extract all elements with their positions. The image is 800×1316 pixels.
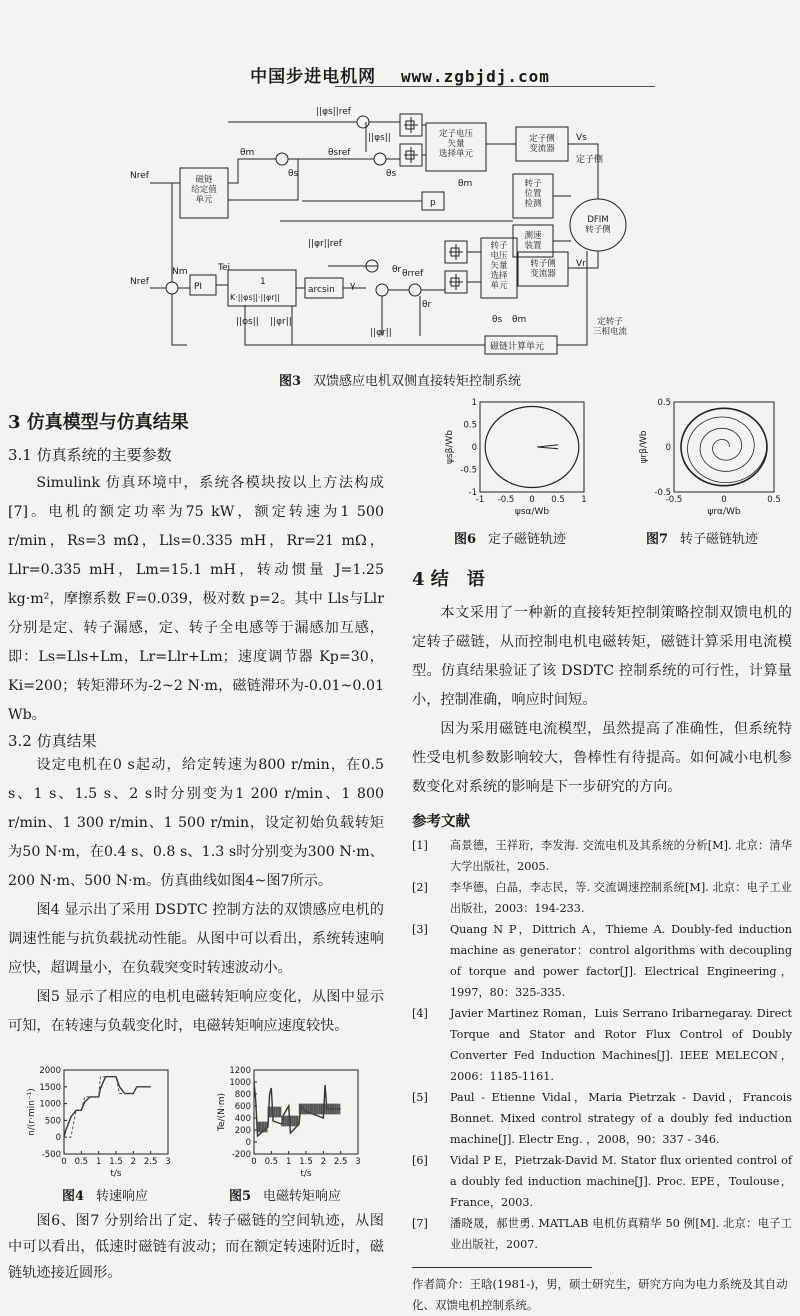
- label-psi-s-ref: ||φs||ref: [316, 107, 351, 117]
- figure-5-caption: [200, 1185, 370, 1204]
- reference-text: Paul - Etienne Vidal，Maria Pietrzak - David，Francois Bonnet. Mixed control strategy of a doubly fed induction machine[J]. Electr Eng. ，2008，90：337 - 346.: [450, 1091, 792, 1146]
- figure-6-chart: [445, 398, 587, 517]
- startup-transient: [537, 445, 558, 449]
- plot-frame: [64, 1070, 168, 1154]
- site-name: 中国步进电机网: [250, 67, 377, 87]
- reference-text: 李华德，白晶，李志民，等. 交流调速控制系统[M]. 北京：电子工业出版社，2003：194-233.: [450, 881, 792, 915]
- x-tick-label: 2.5: [333, 1157, 348, 1167]
- x-tick-label: 0.5: [264, 1157, 279, 1167]
- caption-num: 图6: [453, 532, 477, 547]
- y-tick-label: -1: [468, 488, 477, 498]
- reference-text: 高景德，王祥珩，李发海. 交流电机及其系统的分析[M]. 北京：清华大学出版社，2005.: [450, 839, 792, 873]
- caption-text: 双馈感应电机双侧直接转矩控制系统: [313, 374, 522, 389]
- reference-item: [412, 919, 792, 1003]
- label-flux-ref-unit: 磁链给定值单元: [191, 175, 217, 205]
- page-header: [0, 62, 800, 87]
- x-tick-label: 1: [285, 1157, 292, 1167]
- figures-4-5: [8, 1062, 380, 1182]
- x-tick-label: -0.5: [497, 495, 515, 505]
- y-tick-label: 500: [44, 1116, 61, 1127]
- label-gamma: γ: [350, 281, 356, 291]
- label-gain-den: K·||φs||·||φr||: [230, 293, 280, 302]
- left-column-bottom: [8, 1208, 384, 1286]
- figure-7-chart: [639, 398, 781, 517]
- label-t-ei: Tei: [218, 263, 231, 273]
- y-tick-label: 400: [234, 1114, 251, 1124]
- reference-number: [3]: [412, 923, 428, 936]
- x-tick-label: 0.5: [74, 1157, 89, 1167]
- label-motor: DFIM 转子侧: [585, 215, 611, 235]
- caption-text: 转子磁链轨迹: [680, 532, 759, 547]
- label-n-m: Nm: [172, 267, 188, 277]
- header-rule: [335, 86, 655, 87]
- footnote-rule: [412, 1267, 592, 1268]
- caption-text: 电磁转矩响应: [263, 1189, 342, 1204]
- reference-item: [412, 1003, 792, 1087]
- label-gain-num: 1: [260, 277, 266, 287]
- reference-number: [2]: [412, 881, 428, 894]
- label-n-ref-1: Nref: [130, 171, 149, 181]
- caption-num: 图4: [61, 1189, 85, 1204]
- reference-text: 潘晓晟，郝世勇. MATLAB 电机仿真精华 50 例[M]. 北京：电子工业出版社，2007.: [450, 1217, 792, 1251]
- paragraph-fig5: 图5 显示了相应的电机电磁转矩响应变化，从图中显示可知，在转速与负载变化时，电磁转矩响应速度较快。: [8, 989, 384, 1034]
- y-tick-label: -200: [231, 1150, 251, 1160]
- caption-num: 图3: [278, 374, 302, 389]
- references-title: 参考文献: [412, 813, 470, 830]
- series-line: [64, 1077, 151, 1138]
- plot-frame: [480, 402, 584, 492]
- x-tick-label: 0: [251, 1157, 257, 1167]
- x-axis-label: ψrα/Wb: [707, 507, 741, 517]
- x-tick-label: -0.5: [665, 495, 683, 505]
- y-axis-label: ψsβ/Wb: [445, 429, 455, 465]
- label-theta-s-1: θs: [288, 169, 299, 179]
- label-rotor-sel: 转子电压矢量选择单元: [490, 241, 508, 291]
- y-tick-label: 1: [471, 398, 477, 408]
- section-3-1-title: 3.1 仿真系统的主要参数: [8, 446, 172, 464]
- label-stator-conv: 定子侧变流器: [529, 134, 555, 154]
- paragraph-params: Simulink 仿真环境中，系统各模块按以上方法构成[7]。电机的额定功率为75 kW，额定转速为1 500 r/min，Rs=3 mΩ，Lls=0.335 mH，Rr=21 mΩ，Llr=0.335 mH，Lm=15.1 mH，转动惯量 J=1.25 kg·m²，摩擦系数 F=0.039，极对数 p=2。其中 Lls与Llr分别是定、转子漏感，定、转子全电感等于漏感加互感，即：Ls=Lls+Lm，Lr=Llr+Lm；速度调节器 Kp=30，Ki=200；转矩滞环为-2~2 N·m，磁链滞环为-0.01~0.01 Wb。: [8, 475, 384, 723]
- y-tick-label: 0: [471, 443, 477, 453]
- label-theta-m: θm: [240, 148, 255, 158]
- label-theta-s-2: θs: [386, 169, 397, 179]
- plot-frame: [674, 402, 774, 492]
- x-tick-label: 1.5: [299, 1157, 313, 1167]
- caption-text: 转速响应: [96, 1189, 149, 1204]
- reference-number: [6]: [412, 1154, 428, 1167]
- figure-3-caption: [160, 370, 640, 389]
- left-column: [8, 408, 384, 1041]
- caption-text: 定子磁链轨迹: [488, 532, 567, 547]
- y-tick-label: 0: [55, 1133, 61, 1144]
- label-psi-s-2: ||φs||: [236, 317, 259, 327]
- reference-number: [7]: [412, 1217, 428, 1230]
- series-line: [64, 1077, 151, 1138]
- reference-number: [1]: [412, 839, 428, 852]
- x-tick-label: 3: [165, 1157, 171, 1167]
- x-axis-label: t/s: [300, 1169, 312, 1179]
- reference-item: [412, 1150, 792, 1213]
- figure-6-caption: [420, 528, 600, 547]
- figure-4-chart: [27, 1066, 171, 1179]
- label-flux-calc: 磁链计算单元: [490, 342, 545, 352]
- paragraph-conclusion-2: 因为采用磁链电流模型，虽然提高了准确性，但系统特性受电机参数影响较大，鲁棒性有待提高。如何减小电机参数变化对系统的影响是下一步研究的方向。: [412, 721, 792, 795]
- right-column: [412, 565, 792, 1316]
- site-url: www.zgbjdj.com: [401, 67, 550, 86]
- label-v-r: Vr: [576, 259, 586, 269]
- label-theta-s-3: θs: [492, 315, 503, 325]
- y-tick-label: -0.5: [654, 488, 671, 498]
- x-tick-label: 0: [721, 495, 727, 505]
- caption-num: 图7: [645, 532, 669, 547]
- reference-number: [5]: [412, 1091, 428, 1104]
- x-tick-label: 0.5: [767, 495, 781, 505]
- x-tick-label: 1: [581, 495, 587, 505]
- label-p: p: [430, 198, 436, 208]
- y-tick-label: 1500: [39, 1082, 61, 1093]
- label-stator-side: 定子侧: [576, 155, 604, 165]
- label-theta-r-2: θr: [422, 300, 432, 310]
- figure-7-caption: [612, 528, 792, 547]
- paragraph-setup: 设定电机在0 s起动，给定转速为800 r/min，在0.5 s、1 s、1.5 s、2 s时分别变为1 200 r/min、1 800 r/min、1 300 r/min、1 500 r/min，设定初始负载转矩为50 N·m，在0.4 s、0.8 s、1.3 s时分别变为300 N·m、200 N·m、500 N·m。仿真曲线如图4~图7所示。: [8, 757, 384, 889]
- x-tick-label: -1: [475, 495, 485, 505]
- x-tick-label: 0.5: [551, 495, 565, 505]
- reference-text: Javier Martinez Roman，Luis Serrano Iribarnegaray. Direct Torque and Stator and Rotor Flux Control of Doubly Converter Fed Induction Machines[J]. IEEE MELECON，2006：1185-1161.: [450, 1007, 792, 1083]
- label-currents: 定转子三相电流: [592, 317, 628, 337]
- label-n-ref-2: Nref: [130, 277, 149, 287]
- label-pi: PI: [194, 282, 203, 292]
- label-psi-r-2: ||φr||: [370, 328, 392, 338]
- y-tick-label: 0: [665, 443, 671, 453]
- label-arcsin: arcsin: [308, 285, 335, 295]
- label-theta-r-1: θr: [392, 265, 402, 275]
- flux-trajectory: [485, 407, 579, 488]
- label-theta-m-3: θm: [512, 315, 527, 325]
- label-v-s: Vs: [576, 133, 587, 143]
- reference-item: [412, 1087, 792, 1150]
- section-3-title: 3 仿真模型与仿真结果: [8, 412, 189, 433]
- section-4-title: 4 结 语: [412, 569, 485, 590]
- label-rotor-pos: 转子位置检测: [524, 179, 542, 209]
- references-list: [412, 835, 792, 1255]
- x-tick-label: 0: [529, 495, 535, 505]
- paragraph-conclusion-1: 本文采用了一种新的直接转矩控制策略控制双馈电机的定转子磁链，从而控制电机电磁转矩，磁链计算采用电流模型。仿真结果验证了该 DSDTC 控制系统的可行性，计算量小，控制准确，响应时间短。: [412, 605, 792, 708]
- y-tick-label: 800: [234, 1090, 251, 1100]
- y-tick-label: 0.5: [463, 420, 477, 431]
- x-tick-label: 0: [61, 1157, 67, 1167]
- x-tick-label: 2: [130, 1157, 137, 1167]
- label-speed-meas: 测速装置: [524, 231, 542, 251]
- x-tick-label: 1: [95, 1157, 102, 1167]
- y-axis-label: ψrβ/Wb: [639, 430, 649, 464]
- x-tick-label: 3: [355, 1157, 361, 1167]
- label-stator-sel: 定子电压矢量选择单元: [438, 129, 474, 159]
- y-axis-label: n/(r·min⁻¹): [27, 1088, 37, 1136]
- y-tick-label: -0.5: [460, 465, 477, 476]
- reference-item: [412, 877, 792, 919]
- x-axis-label: t/s: [110, 1169, 122, 1179]
- paragraph-fig4: 图4 显示出了采用 DSDTC 控制方法的双馈感应电机的调速性能与抗负载扰动性能。从图中可以看出，系统转速响应快，超调量小，在负载突变时转速波动小。: [8, 902, 384, 976]
- y-tick-label: 200: [234, 1126, 251, 1136]
- y-tick-label: 0.5: [657, 398, 671, 408]
- figure-3-block-diagram: [120, 100, 680, 365]
- y-tick-label: 2000: [39, 1066, 61, 1076]
- reference-text: Vidal P E，Pietrzak-David M. Stator flux oriented control of a doubly fed induction machine[J]. Proc. EPE，Toulouse，France，2003.: [450, 1154, 792, 1209]
- label-psi-r: ||φr||: [270, 317, 292, 327]
- label-theta-sref: θsref: [328, 148, 351, 158]
- figure-4-caption: [20, 1185, 190, 1204]
- reference-item: [412, 835, 792, 877]
- reference-number: [4]: [412, 1007, 428, 1020]
- label-psi-r-ref: ||φr||ref: [308, 239, 342, 249]
- x-axis-label: ψsα/Wb: [514, 507, 550, 517]
- reference-text: Quang N P，Dittrich A，Thieme A. Doubly-fed induction machine as generator：control algorithms with decoupling of torque and power factor[J]. Electrical Engineering，1997，80：325-335.: [450, 923, 792, 999]
- figure-5-chart: [217, 1066, 361, 1179]
- y-tick-label: 600: [234, 1102, 251, 1112]
- reference-item: [412, 1213, 792, 1255]
- x-tick-label: 2: [320, 1157, 327, 1167]
- section-3-2-title: 3.2 仿真结果: [8, 732, 97, 750]
- label-rotor-conv: 转子侧变流器: [530, 259, 556, 279]
- label-theta-rref: θrref: [402, 269, 424, 279]
- x-tick-label: 1.5: [109, 1157, 123, 1167]
- y-tick-label: 1200: [229, 1066, 251, 1076]
- y-tick-label: 1000: [39, 1099, 61, 1110]
- paragraph-fig67: 图6、图7 分别给出了定、转子磁链的空间轨迹，从图中可以看出，低速时磁链有波动；而在额定转速附近时，磁链轨迹接近圆形。: [8, 1213, 384, 1281]
- figures-6-7: [412, 392, 792, 520]
- x-tick-label: 2.5: [143, 1157, 158, 1167]
- y-tick-label: 1000: [229, 1078, 251, 1088]
- torque-ripple: [258, 1104, 341, 1133]
- caption-num: 图5: [228, 1189, 252, 1204]
- y-tick-label: -500: [41, 1150, 61, 1160]
- label-theta-m-2: θm: [458, 179, 473, 189]
- label-psi-s: ||φs||: [368, 133, 391, 143]
- author-note: 作者简介：王晗(1981-)，男，硕士研究生，研究方向为电力系统及其自动化、双馈电机控制系统。: [412, 1277, 788, 1312]
- y-tick-label: 0: [245, 1138, 251, 1148]
- y-axis-label: Te/(N·m): [217, 1093, 227, 1131]
